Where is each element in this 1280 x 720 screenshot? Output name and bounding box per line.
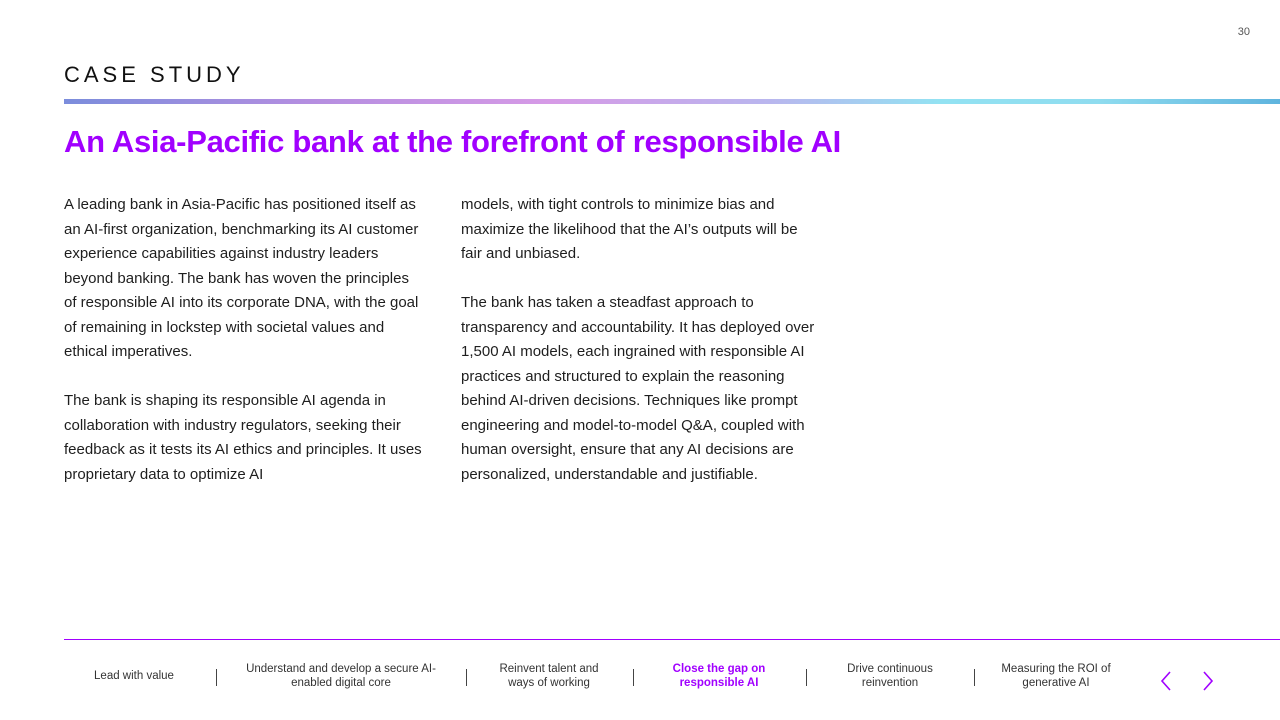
nav-separator [974,669,975,686]
section-label: CASE STUDY [64,62,245,87]
nav-item-responsible-ai[interactable]: Close the gap on responsible AI [672,663,766,689]
nav-item-digital-core[interactable]: Understand and develop a secure AI-enabled digital core [246,663,436,689]
body-column-right [461,193,821,512]
nav-item-continuous-reinvention[interactable]: Drive continuous reinvention [847,663,933,689]
paragraph: The bank has taken a steadfast approach to transparency and accountability. It has deployed over 1,500 AI models, each ingrained with responsible AI practices and structured to explain the reasoning behind AI-driven decisions. Techniques like prompt engineering and model-to-model Q&A, coupled with human oversight, ensure that any AI decisions are personalized, understandable and justifiable. [461,294,815,483]
paragraph: The bank is shaping its responsible AI agenda in collaboration with industry regulators, seeking their feedback as it tests its AI ethics and principles. It uses proprietary data to optimize AI [64,392,422,483]
page-title: An Asia-Pacific bank at the forefront of responsible AI [64,124,841,159]
section-nav [64,660,1164,694]
nav-separator [806,669,807,686]
chevron-left-icon [1157,669,1177,693]
paragraph: models, with tight controls to minimize bias and maximize the likelihood that the AI’s outputs will be fair and unbiased. [461,196,798,262]
next-button[interactable] [1197,669,1217,693]
chevron-right-icon [1197,669,1217,693]
body-column-left [64,193,424,512]
paragraph: A leading bank in Asia-Pacific has positioned itself as an AI-first organization, benchmarking its AI customer experience capabilities against industry leaders beyond banking. The bank has woven the principles of responsible AI into its corporate DNA, with the goal of remaining in lockstep with societal values and ethical imperatives. [64,196,419,360]
footer-divider [64,639,1280,640]
previous-button[interactable] [1157,669,1177,693]
page-number: 30 [1237,26,1250,38]
nav-separator [466,669,467,686]
nav-item-talent[interactable]: Reinvent talent and ways of working [499,663,599,689]
nav-item-roi[interactable]: Measuring the ROI of generative AI [1001,663,1111,689]
nav-separator [216,669,217,686]
header-gradient-divider [64,99,1280,104]
nav-separator [633,669,634,686]
nav-item-lead-with-value[interactable]: Lead with value [94,670,174,682]
